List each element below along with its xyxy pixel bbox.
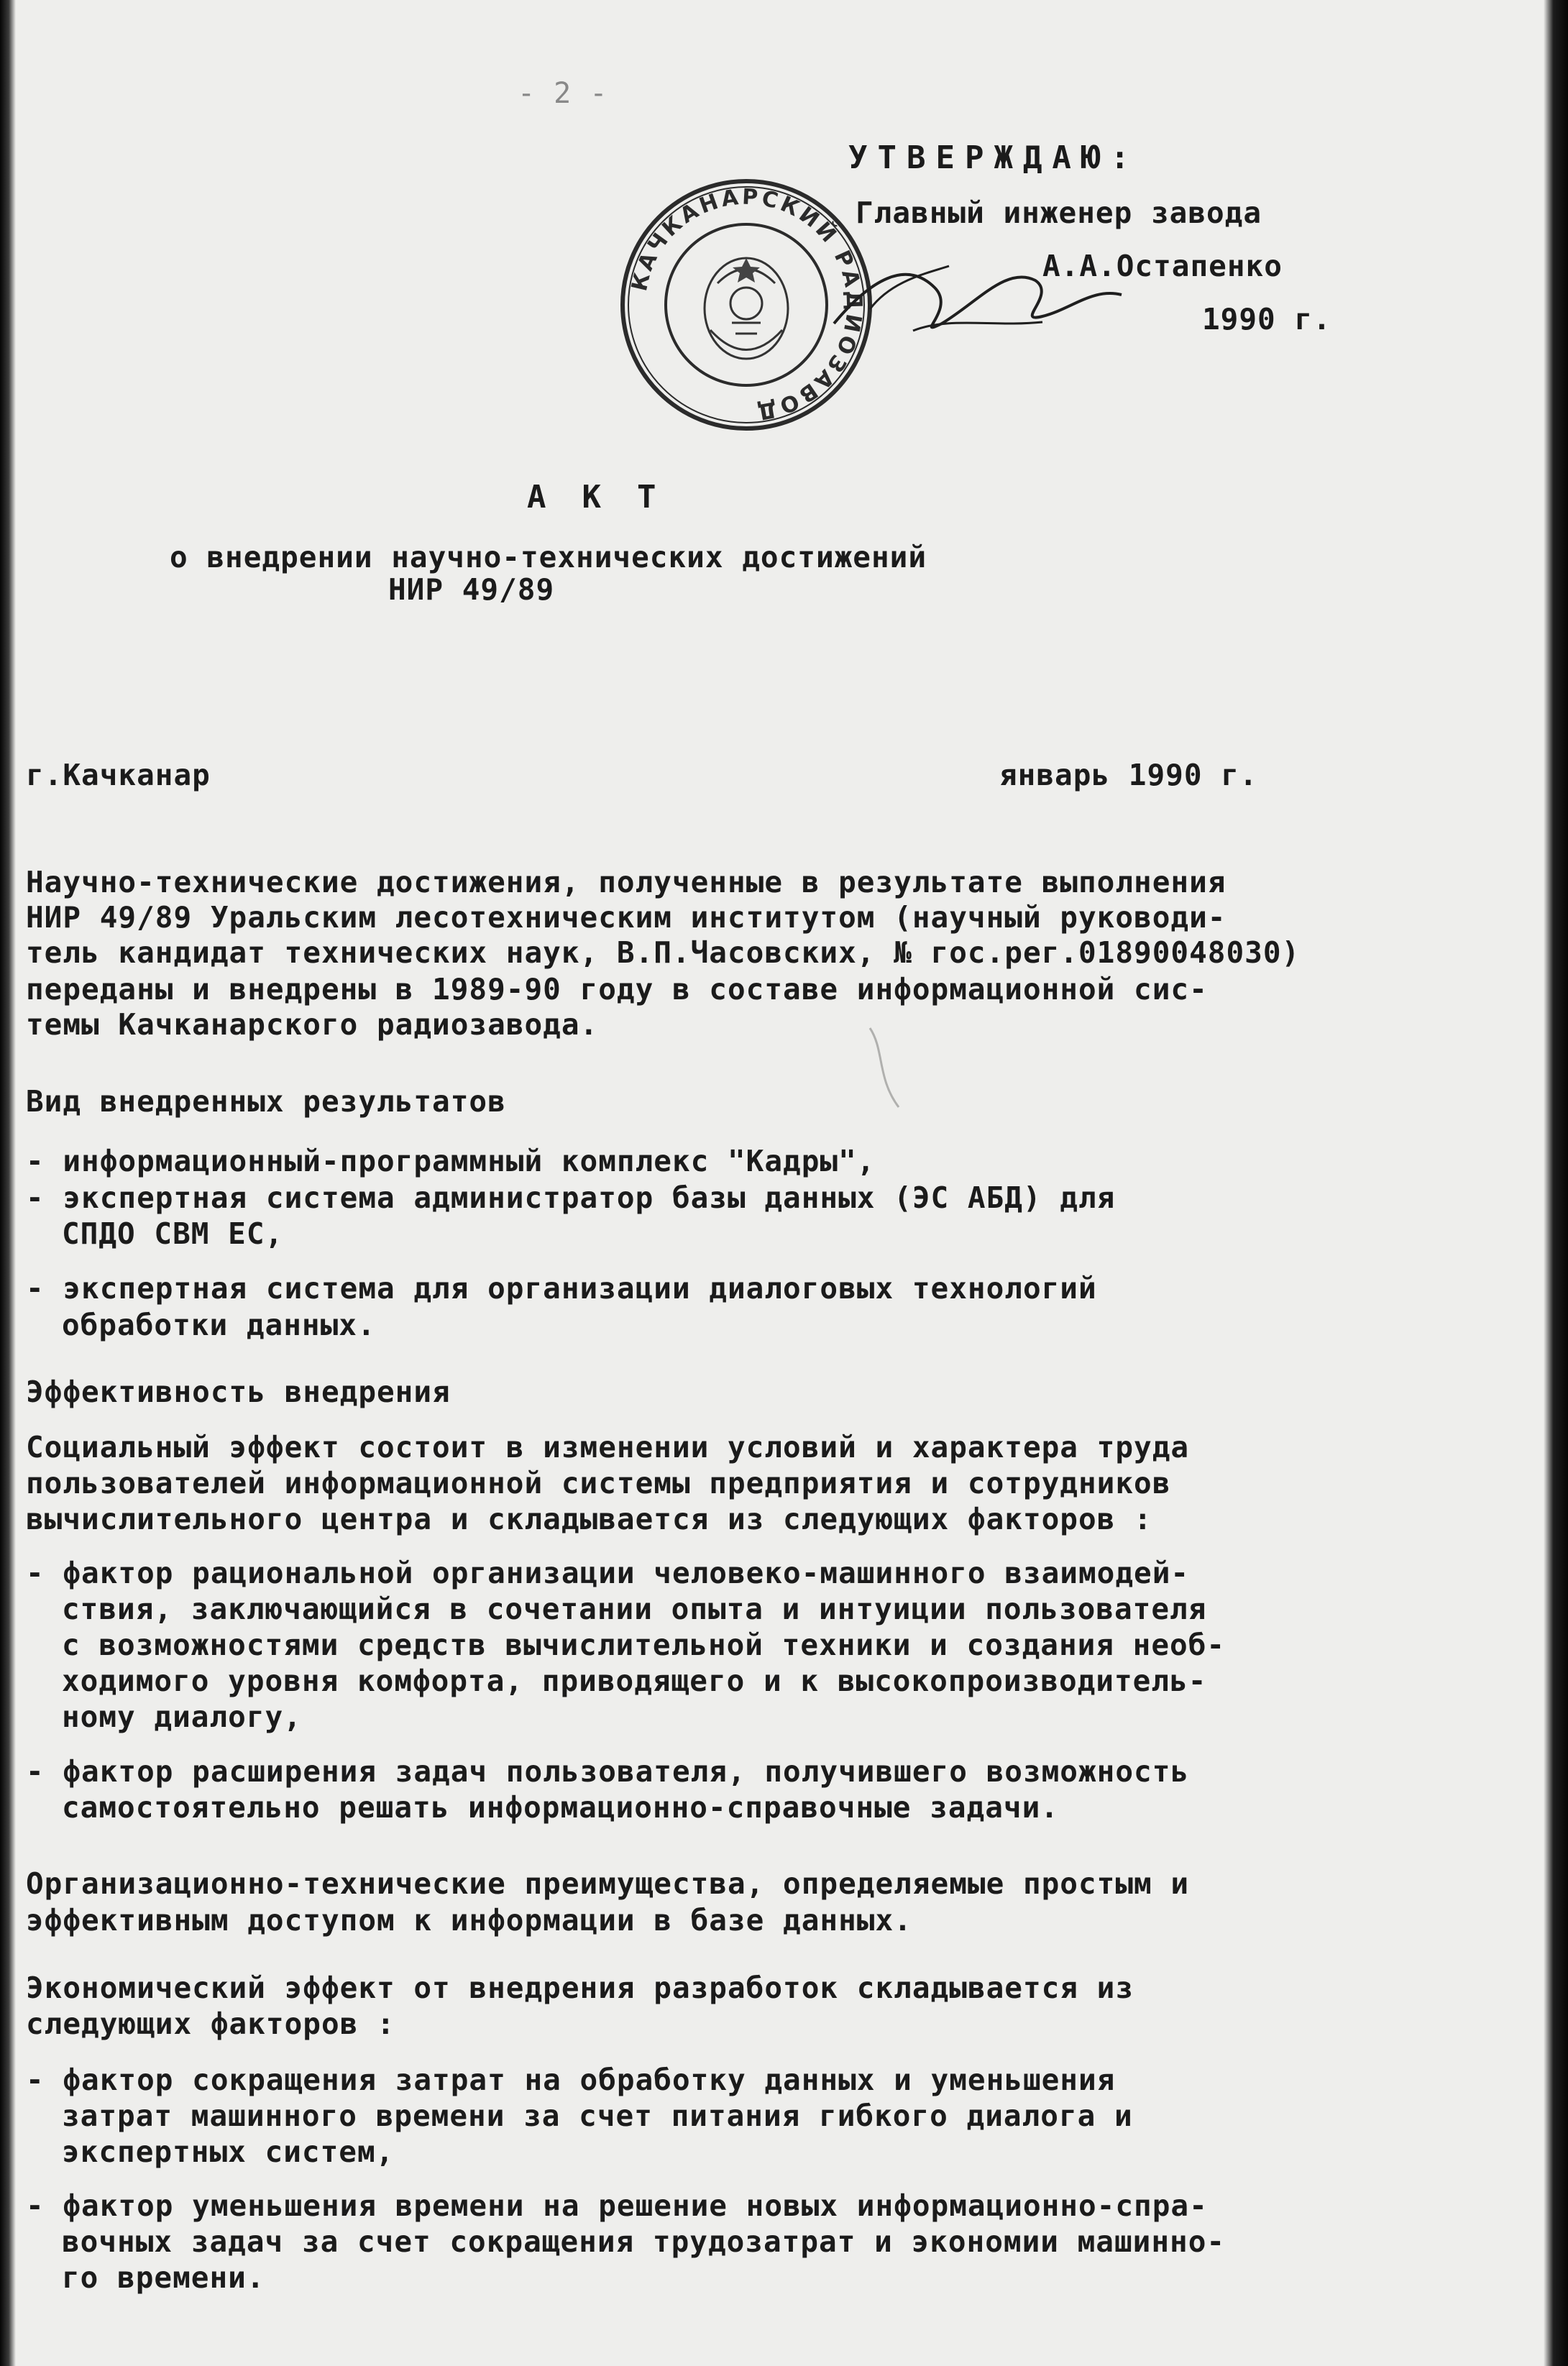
approval-year: 1990 г. <box>1202 302 1331 336</box>
act-title: АКТ <box>527 479 692 515</box>
page-number: - 2 - <box>518 77 608 110</box>
org-line: Организационно-технические преимущества, определяемые простым и <box>26 1866 1190 1901</box>
pen-mark <box>856 1021 920 1114</box>
social-line: вычислительного центра и складывается из следующих факторов : <box>26 1502 1152 1536</box>
economic-factor-continued: затрат машинного времени за счет питания гибкого диалога и <box>62 2099 1133 2133</box>
social-factor-continued: ходимого уровня комфорта, приводящего и к высокопроизводитель- <box>62 1664 1207 1698</box>
social-line: пользователей информационной системы предприятия и сотрудников <box>26 1466 1171 1500</box>
result-item: - экспертная система администратор базы данных (ЭС АБД) для <box>26 1180 1116 1215</box>
intro-line: НИР 49/89 Уральским лесотехническим институтом (научный руководи- <box>26 900 1227 935</box>
economic-factor: - фактор сокращения затрат на обработку данных и уменьшения <box>26 2063 1116 2097</box>
social-factor-continued: с возможностями средств вычислительной техники и создания необ- <box>62 1628 1226 1662</box>
social-line: Социальный эффект состоит в изменении условий и характера труда <box>26 1430 1190 1464</box>
results-heading: Вид внедренных результатов <box>26 1084 506 1119</box>
economic-factor-continued: вочных задач за счет сокращения трудозатрат и экономии машинно- <box>62 2224 1226 2259</box>
social-factor-continued: ствия, заключающийся в сочетании опыта и интуиции пользователя <box>62 1592 1207 1626</box>
result-item-continued: СПДО СВМ ЕС, <box>62 1216 284 1251</box>
org-line: эффективным доступом к информации в базе данных. <box>26 1903 912 1938</box>
signature <box>827 237 1129 359</box>
approval-name: А.А.Остапенко <box>1042 249 1283 283</box>
social-factor: - фактор рациональной организации человеко-машинного взаимодей- <box>26 1556 1190 1590</box>
intro-line: Научно-технические достижения, полученные в результате выполнения <box>26 865 1227 899</box>
social-factor: - фактор расширения задач пользователя, получившего возможность <box>26 1754 1190 1789</box>
economic-line: Экономический эффект от внедрения разработок складывается из <box>26 1971 1134 2005</box>
result-item: - информационный-программный комплекс "Кадры", <box>26 1144 876 1178</box>
act-subtitle: о внедрении научно-технических достижений <box>170 540 927 574</box>
page-edge-shadow-right <box>1544 0 1568 2366</box>
economic-line: следующих факторов : <box>26 2007 395 2041</box>
place: г.Качканар <box>26 758 211 792</box>
economic-factor-continued: го времени. <box>62 2260 265 2295</box>
intro-line: переданы и внедрены в 1989-90 году в составе информационной сис- <box>26 972 1208 1007</box>
economic-factor: - фактор уменьшения времени на решение новых информационно-спра- <box>26 2188 1208 2223</box>
approval-heading: УТВЕРЖДАЮ: <box>848 139 1140 176</box>
social-factor-continued: самостоятельно решать информационно-справочные задачи. <box>62 1790 1059 1825</box>
page-edge-shadow-left <box>0 0 16 2366</box>
economic-factor-continued: экспертных систем, <box>62 2135 395 2169</box>
approval-role: Главный инженер завода <box>856 196 1262 230</box>
document-date: январь 1990 г. <box>999 758 1258 792</box>
efficiency-heading: Эффективность внедрения <box>26 1375 451 1409</box>
act-code: НИР 49/89 <box>388 572 555 607</box>
social-factor-continued: ному диалогу, <box>62 1700 302 1734</box>
result-item: - экспертная система для организации диалоговых технологий <box>26 1271 1097 1306</box>
intro-line: тель кандидат технических наук, В.П.Часовских, № гос.рег.01890048030) <box>26 935 1301 970</box>
result-item-continued: обработки данных. <box>62 1308 376 1342</box>
seal-ring-text: КАЧКАНАРСКИЙ РАДИОЗАВОД <box>627 184 867 425</box>
intro-line: темы Качканарского радиозавода. <box>26 1007 599 1042</box>
seal-emblem <box>705 258 788 359</box>
